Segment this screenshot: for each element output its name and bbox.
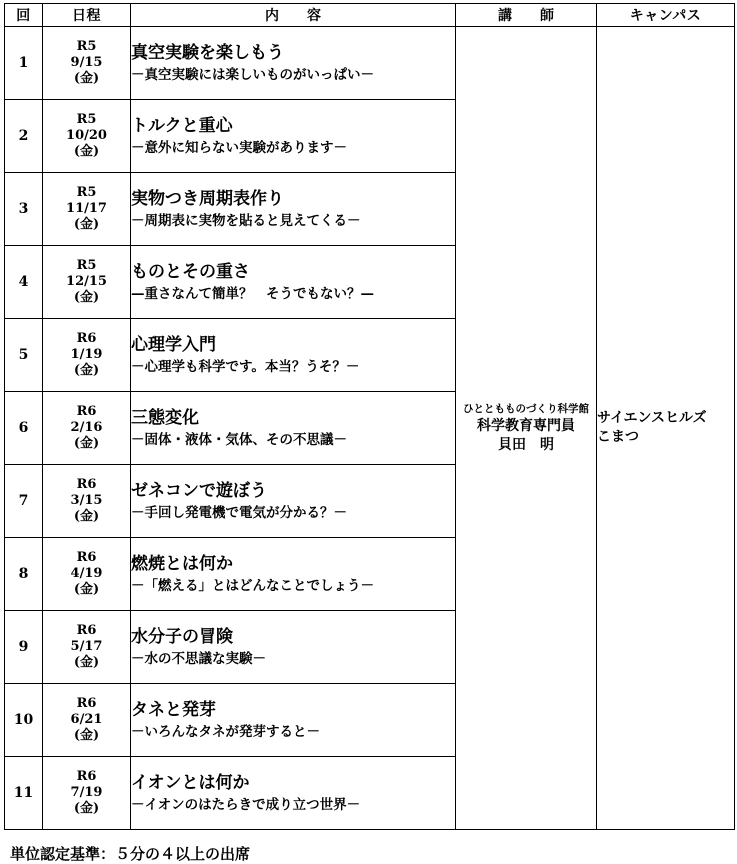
session-date: 6/21 bbox=[70, 712, 103, 727]
session-date: 3/15 bbox=[70, 493, 103, 508]
lecturer-name: 貝田 明 bbox=[498, 437, 554, 453]
session-date: 7/19 bbox=[70, 785, 103, 800]
session-date: 4/19 bbox=[70, 566, 103, 581]
lecturer-org: ひとともものづくり科学館 bbox=[463, 403, 589, 415]
session-subtitle: －「燃える」とはどんなことでしょう－ bbox=[131, 578, 374, 594]
session-date-cell bbox=[43, 246, 131, 319]
session-number: 10 bbox=[5, 684, 43, 757]
session-date-cell bbox=[43, 611, 131, 684]
session-date: 1/19 bbox=[70, 347, 103, 362]
session-date: 9/15 bbox=[70, 55, 103, 70]
session-weekday: (金) bbox=[73, 436, 100, 451]
session-date-cell bbox=[43, 684, 131, 757]
session-number: 6 bbox=[5, 392, 43, 465]
credit-criteria: 単位認定基準：５分の４以上の出席 bbox=[10, 845, 251, 863]
session-date-cell bbox=[43, 319, 131, 392]
session-number: 1 bbox=[5, 27, 43, 100]
session-title: 燃焼とは何か bbox=[131, 554, 233, 574]
session-weekday: (金) bbox=[73, 363, 100, 378]
session-date: 12/15 bbox=[66, 274, 107, 289]
session-year: R6 bbox=[76, 550, 97, 565]
session-number: 5 bbox=[5, 319, 43, 392]
session-weekday: (金) bbox=[73, 582, 100, 597]
session-year: R5 bbox=[76, 258, 97, 273]
session-content-cell bbox=[131, 684, 456, 757]
campus-name-line1: サイエンスヒルズ bbox=[597, 410, 707, 426]
session-number: 11 bbox=[5, 757, 43, 830]
session-year: R5 bbox=[76, 39, 97, 54]
session-subtitle: －いろんなタネが発芽すると－ bbox=[131, 724, 320, 740]
session-subtitle: －周期表に実物を貼ると見えてくる－ bbox=[131, 213, 361, 229]
lecturer-cell bbox=[456, 27, 597, 830]
session-weekday: (金) bbox=[73, 509, 100, 524]
session-row bbox=[5, 27, 735, 100]
session-subtitle: －水の不思議な実験－ bbox=[131, 651, 266, 667]
session-number: 8 bbox=[5, 538, 43, 611]
session-weekday: (金) bbox=[73, 290, 100, 305]
session-subtitle: －心理学も科学です。本当？うそ？－ bbox=[131, 359, 360, 375]
session-date-cell bbox=[43, 173, 131, 246]
session-subtitle: —重さなんて簡単？ そうでもない？— bbox=[131, 286, 374, 302]
header-lecturer: 講師 bbox=[456, 4, 597, 27]
session-date-cell bbox=[43, 757, 131, 830]
session-title: ものとその重さ bbox=[131, 262, 250, 282]
session-title: 真空実験を楽しもう bbox=[131, 43, 284, 63]
session-subtitle: －真空実験には楽しいものがいっぱい－ bbox=[131, 67, 374, 83]
session-weekday: (金) bbox=[73, 801, 100, 816]
session-title: ゼネコンで遊ぼう bbox=[131, 481, 267, 501]
session-content-cell bbox=[131, 246, 456, 319]
session-date-cell bbox=[43, 27, 131, 100]
session-title: 水分子の冒険 bbox=[131, 627, 233, 647]
session-content-cell bbox=[131, 173, 456, 246]
session-year: R6 bbox=[76, 623, 97, 638]
session-content-cell bbox=[131, 27, 456, 100]
session-content-cell bbox=[131, 757, 456, 830]
session-weekday: (金) bbox=[73, 728, 100, 743]
session-number: 3 bbox=[5, 173, 43, 246]
session-content-cell bbox=[131, 465, 456, 538]
header-row bbox=[5, 4, 735, 27]
session-weekday: (金) bbox=[73, 217, 100, 232]
session-date-cell bbox=[43, 465, 131, 538]
session-date-cell bbox=[43, 100, 131, 173]
session-content-cell bbox=[131, 319, 456, 392]
session-year: R6 bbox=[76, 404, 97, 419]
session-year: R5 bbox=[76, 185, 97, 200]
session-subtitle: －固体・液体・気体、その不思議－ bbox=[131, 432, 347, 448]
session-subtitle: －意外に知らない実験があります－ bbox=[131, 140, 347, 156]
session-content-cell bbox=[131, 100, 456, 173]
session-date-cell bbox=[43, 392, 131, 465]
session-date: 5/17 bbox=[70, 639, 103, 654]
session-number: 7 bbox=[5, 465, 43, 538]
schedule-body bbox=[5, 27, 735, 830]
session-date: 11/17 bbox=[66, 201, 107, 216]
session-title: 実物つき周期表作り bbox=[131, 189, 284, 209]
session-date: 10/20 bbox=[66, 128, 107, 143]
session-year: R6 bbox=[76, 331, 97, 346]
lecturer-position: 科学教育専門員 bbox=[477, 418, 575, 434]
session-number: 4 bbox=[5, 246, 43, 319]
session-subtitle: －イオンのはたらきで成り立つ世界－ bbox=[131, 797, 361, 813]
session-title: 心理学入門 bbox=[131, 335, 216, 355]
header-date: 日程 bbox=[43, 4, 131, 27]
session-subtitle: －手回し発電機で電気が分かる？－ bbox=[131, 505, 347, 521]
session-number: 9 bbox=[5, 611, 43, 684]
session-year: R5 bbox=[76, 112, 97, 127]
session-title: 三態変化 bbox=[131, 408, 199, 428]
schedule-table bbox=[4, 3, 735, 830]
session-title: タネと発芽 bbox=[131, 700, 216, 720]
session-weekday: (金) bbox=[73, 144, 100, 159]
session-content-cell bbox=[131, 611, 456, 684]
campus-cell bbox=[597, 27, 735, 830]
session-weekday: (金) bbox=[73, 655, 100, 670]
campus-name-line2: こまつ bbox=[597, 429, 639, 445]
session-date: 2/16 bbox=[70, 420, 103, 435]
header-no: 回 bbox=[5, 4, 43, 27]
session-year: R6 bbox=[76, 696, 97, 711]
session-year: R6 bbox=[76, 477, 97, 492]
session-date-cell bbox=[43, 538, 131, 611]
header-campus: キャンパス bbox=[597, 4, 735, 27]
session-year: R6 bbox=[76, 769, 97, 784]
header-content: 内容 bbox=[131, 4, 456, 27]
session-title: トルクと重心 bbox=[131, 116, 233, 136]
session-content-cell bbox=[131, 538, 456, 611]
session-number: 2 bbox=[5, 100, 43, 173]
session-content-cell bbox=[131, 392, 456, 465]
session-title: イオンとは何か bbox=[131, 773, 250, 793]
session-weekday: (金) bbox=[73, 71, 100, 86]
